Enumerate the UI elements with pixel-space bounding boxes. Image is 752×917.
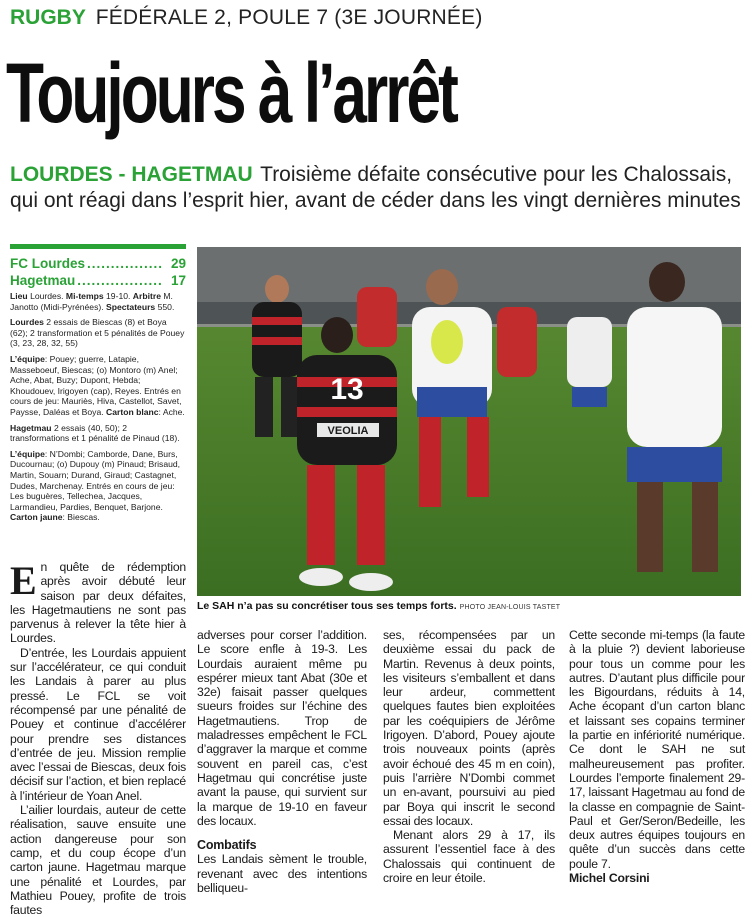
score-home (10, 255, 186, 272)
away-score: 17 (170, 273, 186, 288)
article-column-3 (383, 628, 555, 885)
caption-text: Le SAH n’a pas su concrétiser tous ses temps forts. (197, 600, 457, 612)
jersey-number: 13 (330, 373, 364, 406)
paragraph: Menant alors 29 à 17, ils assurent l’essentiel face à des Chalossais qui continuent de croire en leur étoile. (383, 828, 555, 886)
article-column-2 (197, 628, 367, 895)
away-dots: .................. (77, 273, 163, 288)
article-column-4 (569, 628, 745, 885)
competition-label: FÉDÉRALE 2, POULE 7 (3E JOURNÉE) (95, 6, 483, 29)
deck-line-1: Troisième défaite consécutive pour les Chalossais, (260, 163, 733, 186)
paragraph: L’ailier lourdais, auteur de cette réalisation, sauve ensuite une action dangereuse pour son camp, et du coup écope d’un carton jaune. Hagetmau marque une pénalité et Lourdes, par Mathieu Pouey, profite de trois fautes (10, 803, 186, 917)
rugby-action-image (197, 247, 741, 596)
headline: Toujours à l’arrêt (6, 46, 456, 140)
match-photo (197, 247, 741, 596)
lourdes-lineup: L’équipe: Pouey; guerre, Latapie, Masseboeuf, Biescas; (o) Montoro (m) Anel; Ache, Abat, Buzy; Dupont, Hebda; Khoudouev, Irigoyen (cap), Reyes. Entrés en cours de jeu: Mauriès, Hiva, Castellot, Savet, Paysse, Daléas et Boya. Carton blanc: Ache. (10, 353, 185, 417)
score-away (10, 272, 186, 289)
away-team: Hagetmau (10, 273, 76, 288)
kicker (10, 6, 483, 30)
sponsor-text: VEOLIA (327, 425, 369, 437)
photo-caption (197, 600, 747, 612)
deck-line-2: qui ont réagi dans l’esprit hier, avant de céder dans les vingt dernières minutes (10, 189, 741, 212)
dropcap: E (10, 558, 37, 603)
paragraph: Les Landais sèment le trouble, revenant avec des intentions belliqueu- (197, 852, 367, 896)
hagetmau-scoring: Hagetmau 2 essais (40, 50); 2 transformations et 1 pénalité de Pinaud (18). (10, 422, 180, 444)
paragraph: Cette seconde mi-temps (la faute à la pluie ?) devient laborieuse pour tous un comme pour les autres. D’autant plus difficile pour les Bigourdans, réduits à 14, Ache écopant d’un carton blanc et laissant ses copains terminer la partie en infériorité numérique. Ce dont le SAH ne sut malheureusement pas profiter. Lourdes l’emporte finalement 29-17, laissant Hagetmau au fond de la classe en compagnie de Saint-Paul et Ger/Seron/Bedeille, les deux autres équipes toujours en quête d’un succès dans cette poule 7. (569, 628, 745, 871)
hagetmau-lineup: L’équipe: N’Dombi; Camborde, Dane, Burs, Ducournau; (o) Dupouy (m) Pinaud; Brisaud, Martin, Souarn; Durand, Giraud; Castagnet, Dudes, Marchenay. Entrés en cours de jeu: Les buguères, Tellechea, Jacques, Larmandieu, Pardies, Benquet, Barjone. Carton jaune: Biescas. (10, 448, 181, 523)
home-dots: ................ (87, 256, 164, 271)
paragraph: adverses pour corser l’addition. Le score enfle à 19-3. Les Lourdais auraient même pu espérer mieux tant Abat (30e et 32e) faisait passer quelques sueurs froides sur l’échine des Hagetmautiens. Trop de maladresses empêchent le FCL d’aggraver la marque et comme souvent en pareil cas, c’est Hagetmau qui concrétise juste avant la pause, qui survient sur la marque de 19-10 en faveur des locaux. (197, 628, 367, 828)
sidebar-accent-bar (10, 244, 186, 249)
paragraph: En quête de rédemption après avoir débuté leur saison par deux défaites, les Hagetmautiens ne sont pas parvenus à relever la tête hier à Lourdes. (10, 558, 186, 646)
article-column-1 (10, 560, 186, 917)
deck-teams: LOURDES - HAGETMAU (10, 163, 253, 186)
match-info-sidebar (10, 244, 186, 528)
match-facts: Lieu Lourdes. Mi-temps 19-10. Arbitre M. Janotto (Midi-Pyrénées). Spectateurs 550. (10, 291, 175, 312)
lourdes-scoring: Lourdes 2 essais de Biescas (8) et Boya (62); 2 transformation et 5 pénalités de Pouey (3, 23, 28, 32, 55) (10, 317, 185, 349)
paragraph: D’entrée, les Lourdais appuient sur l’accélérateur, ce qui conduit les Landais à parer au plus pressé. Le FCL se voit récompensé par une pénalité de Pouey et continue d’accélérer pour prendre ses distances d’entrée de jeu. Mission remplie avec l’essai de Biescas, deux fois décisif sur l’action, et bien replacé à l’intérieur de Yoan Anel. (10, 645, 186, 803)
photo-credit: PHOTO JEAN-LOUIS TASTET (459, 604, 561, 611)
home-score: 29 (170, 256, 186, 271)
paragraph: ses, récompensées par un deuxième essai du pack de Martin. Revenus à deux points, les visiteurs s’emballent et dans leur ardeur, commettent quelques fautes bien exploitées par les coéquipiers de Jérôme Irigoyen. D’abord, Pouey ajoute trois nouveaux points (après avoir échoué des 45 m en coin), puis l’arrière N’Dombi commet un en-avant, poursuivi au pied par Boya qui inscrit le second essai des locaux. (383, 628, 555, 828)
home-team: FC Lourdes (10, 256, 86, 271)
author-signature: Michel Corsini (569, 871, 650, 886)
deck (10, 162, 750, 214)
subheading: Combatifs (197, 838, 257, 853)
sport-label: RUGBY (10, 6, 86, 29)
